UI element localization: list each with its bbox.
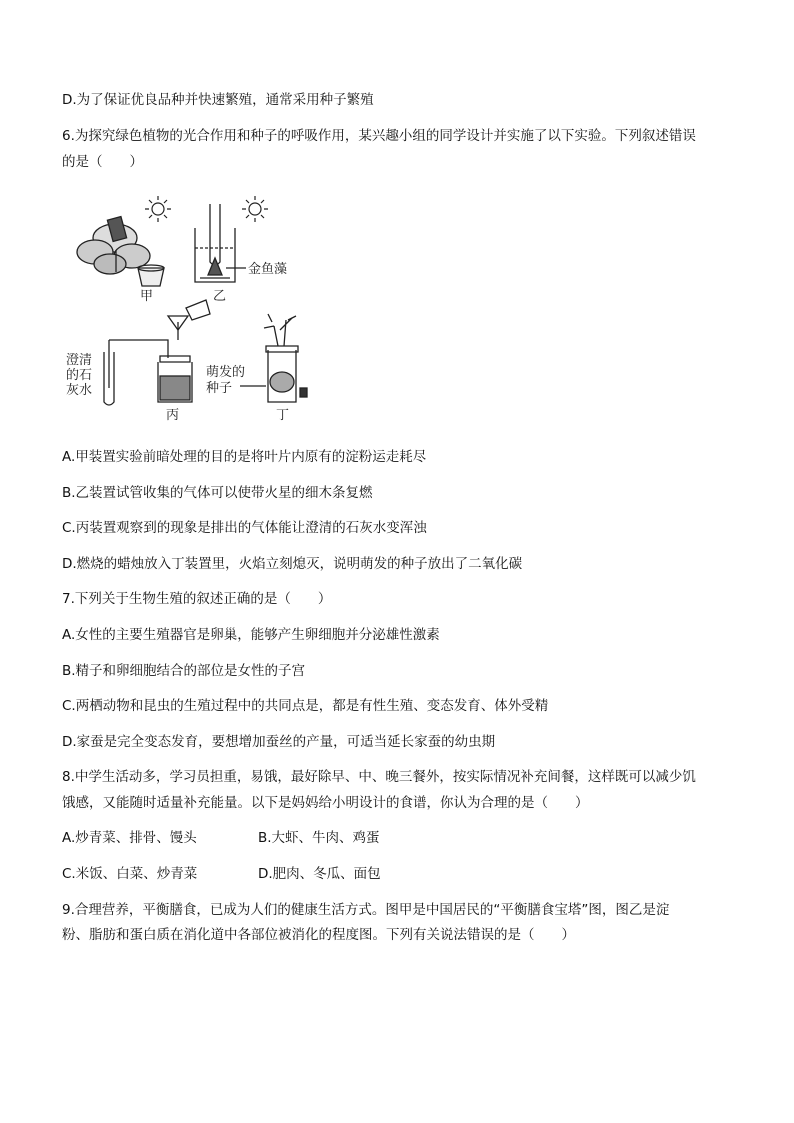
q6-option-d: D.燃烧的蜡烛放入丁装置里，火焰立刻熄灭，说明萌发的种子放出了二氧化碳	[62, 556, 523, 572]
q6-stem-line2: 的是（ ）	[62, 154, 143, 170]
q8-option-d: D.肥肉、冬瓜、面包	[258, 866, 381, 882]
q6-option-a: A.甲装置实验前暗处理的目的是将叶片内原有的淀粉运走耗尽	[62, 449, 427, 465]
q7-option-a: A.女性的主要生殖器官是卵巢，能够产生卵细胞并分泌雄性激素	[62, 627, 440, 643]
apparatus-yi	[195, 204, 246, 282]
q6-option-b: B.乙装置试管收集的气体可以使带火星的细木条复燃	[62, 485, 373, 501]
label-seeds-1: 萌发的	[206, 365, 246, 380]
label-limewater-3: 灰水	[66, 383, 93, 398]
sun-icon	[145, 196, 171, 222]
experiment-diagram	[60, 190, 320, 430]
q7-option-c: C.两栖动物和昆虫的生殖过程中的共同点是，都是有性生殖、变态发育、体外受精	[62, 698, 549, 714]
q9-stem-line1: 9.合理营养，平衡膳食，已成为人们的健康生活方式。图甲是中国居民的“平衡膳食宝塔”图，图乙是淀	[62, 902, 670, 918]
apparatus-ding	[240, 314, 307, 402]
label-ding: 丁	[276, 408, 290, 423]
label-limewater-1: 澄清	[66, 353, 93, 368]
q6-option-c: C.丙装置观察到的现象是排出的气体能让澄清的石灰水变浑浊	[62, 520, 427, 536]
q7-stem: 7.下列关于生物生殖的叙述正确的是（ ）	[62, 591, 332, 607]
label-limewater-2: 的石	[66, 368, 93, 383]
apparatus-jia	[77, 217, 164, 286]
q8-option-c: C.米饭、白菜、炒青菜	[62, 866, 198, 882]
q8-option-a: A.炒青菜、排骨、馒头	[62, 830, 197, 846]
sun-icon	[242, 196, 268, 222]
q8-stem-line2: 饿感，又能随时适量补充能量。以下是妈妈给小明设计的食谱，你认为合理的是（ ）	[62, 795, 589, 811]
q5-option-d: D.为了保证优良品种并快速繁殖，通常采用种子繁殖	[62, 92, 374, 108]
q7-option-b: B.精子和卵细胞结合的部位是女性的子宫	[62, 663, 306, 679]
label-goldfish-weed: 金鱼藻	[248, 262, 288, 277]
apparatus-bing	[104, 300, 210, 405]
label-seeds-2: 种子	[206, 381, 233, 396]
label-yi: 乙	[213, 289, 227, 304]
label-bing: 丙	[166, 408, 180, 423]
q9-stem-line2: 粉、脂肪和蛋白质在消化道中各部位被消化的程度图。下列有关说法错误的是（ ）	[62, 927, 575, 943]
label-jia: 甲	[140, 289, 154, 304]
q8-stem-line1: 8.中学生活动多，学习员担重，易饿，最好除早、中、晚三餐外，按实际情况补充间餐，这样既可以减少饥	[62, 769, 696, 785]
q7-option-d: D.家蚕是完全变态发育，要想增加蚕丝的产量，可适当延长家蚕的幼虫期	[62, 734, 496, 750]
q6-stem-line1: 6.为探究绿色植物的光合作用和种子的呼吸作用，某兴趣小组的同学设计并实施了以下实验。下列叙述错误	[62, 128, 696, 144]
q8-option-b: B.大虾、牛肉、鸡蛋	[258, 830, 380, 846]
experiment-figure	[60, 190, 320, 430]
